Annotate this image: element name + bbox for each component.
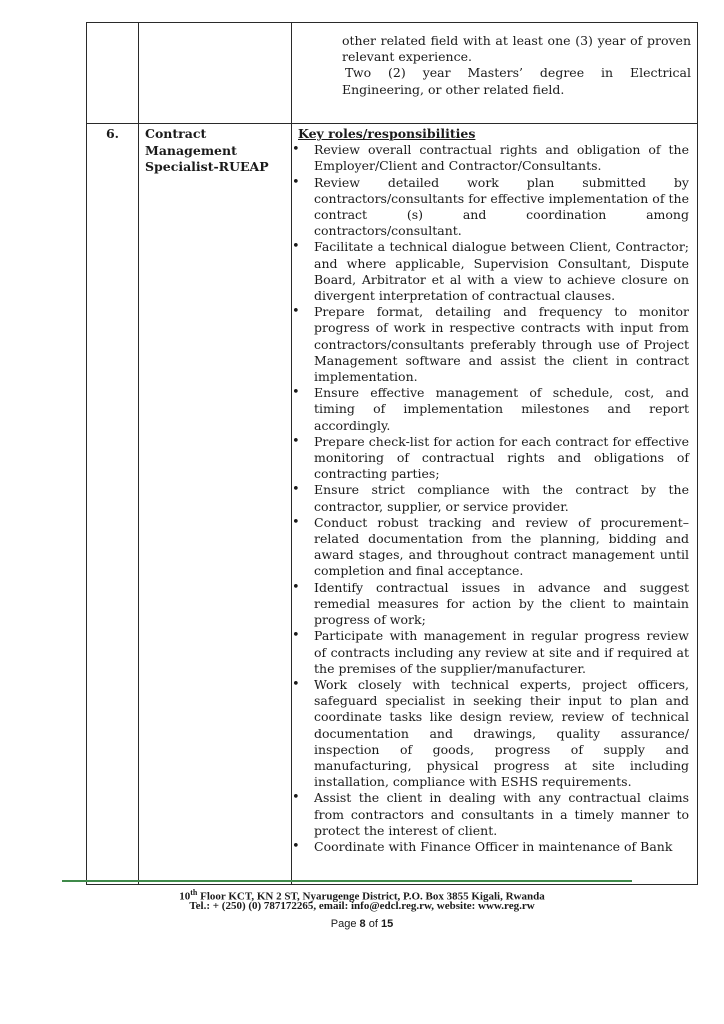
page-middle: of (365, 918, 381, 930)
list-item: • Prepare format, detailing and frequency to monitor progress of work in respective contracts with input from contractors/consultants preferably through use of Project Management software and assist the client in contract implementation. (292, 304, 689, 385)
list-item: • Review detailed work plan submitted by contractors/consultants for effective implementation of the contract (s) and coordination among contractors/consultant. (292, 175, 689, 240)
list-item: • Prepare check-list for action for each contract for effective monitoring of contractual rights and obligations of contracting parties; (292, 434, 689, 483)
cell-title-empty (139, 23, 292, 124)
position-title: Contract Management Specialist-RUEAP (139, 124, 292, 885)
list-item: • Participate with management in regular progress review of contracts including any review at site and if required at the premises of the supplier/manufacturer. (292, 628, 689, 677)
list-item: • Assist the client in dealing with any contractual claims from contractors and consultants in a timely manner to protect the interest of client. (292, 790, 689, 839)
row-number: 6. (87, 124, 139, 885)
table-row-contract-management (87, 124, 698, 885)
footer-floor: 10 (179, 890, 191, 903)
table-row-previous (87, 23, 698, 124)
cell-responsibilities (292, 124, 698, 885)
page-current: 8 (359, 918, 366, 930)
key-roles-heading: Key roles/responsibilities (298, 126, 476, 141)
footer-rule (62, 880, 632, 882)
list-item: • Conduct robust tracking and review of procurement–related documentation from the planning, bidding and award stages, and throughout contract management until completion and final acceptance. (292, 515, 689, 580)
roles-table (86, 22, 698, 885)
footer-contact: Tel.: + (250) (0) 787172265, email: info@edcl.reg.rw, website: www.reg.rw (189, 900, 535, 912)
list-item: • Facilitate a technical dialogue between Client, Contractor; and where applicable, Supervision Consultant, Dispute Board, Arbitrator et al with a view to achieve closure on divergent interpretation of contractual clauses. (292, 239, 689, 304)
page-total: 15 (380, 918, 394, 930)
cell-number-empty (87, 23, 139, 124)
page-prefix: Page (330, 918, 360, 930)
list-item: • Ensure strict compliance with the contract by the contractor, supplier, or service provider. (292, 482, 689, 514)
footer-floor-suffix: th (190, 888, 198, 897)
qualification-paragraph: Two (2) year Masters’ degree in Electrical Engineering, or other related field. (342, 65, 691, 97)
footer-address-text: Floor KCT, KN 2 ST, Nyarugenge District, P.O. Box 3855 Kigali, Rwanda (197, 890, 545, 903)
list-item: • Coordinate with Finance Officer in maintenance of Bank (292, 839, 689, 855)
page-number (0, 918, 724, 930)
list-item: • Review overall contractual rights and obligation of the Employer/Client and Contractor/Consultants. (292, 142, 689, 174)
qualification-paragraph: other related field with at least one (3) year of proven relevant experience. (342, 33, 691, 65)
list-item: • Work closely with technical experts, project officers, safeguard specialist in seeking their input to plan and coordinate tasks like design review, review of technical documentation and drawings, quality assurance/ inspection of goods, progress of supply and manufacturing, physical progress at site including installation, compliance with ESHS requirements. (292, 677, 689, 790)
list-item: • Ensure effective management of schedule, cost, and timing of implementation milestones and report accordingly. (292, 385, 689, 434)
list-item: • Identify contractual issues in advance and suggest remedial measures for action by the client to maintain progress of work; (292, 580, 689, 629)
responsibilities-list (292, 142, 689, 855)
cell-qualifications (292, 23, 698, 124)
